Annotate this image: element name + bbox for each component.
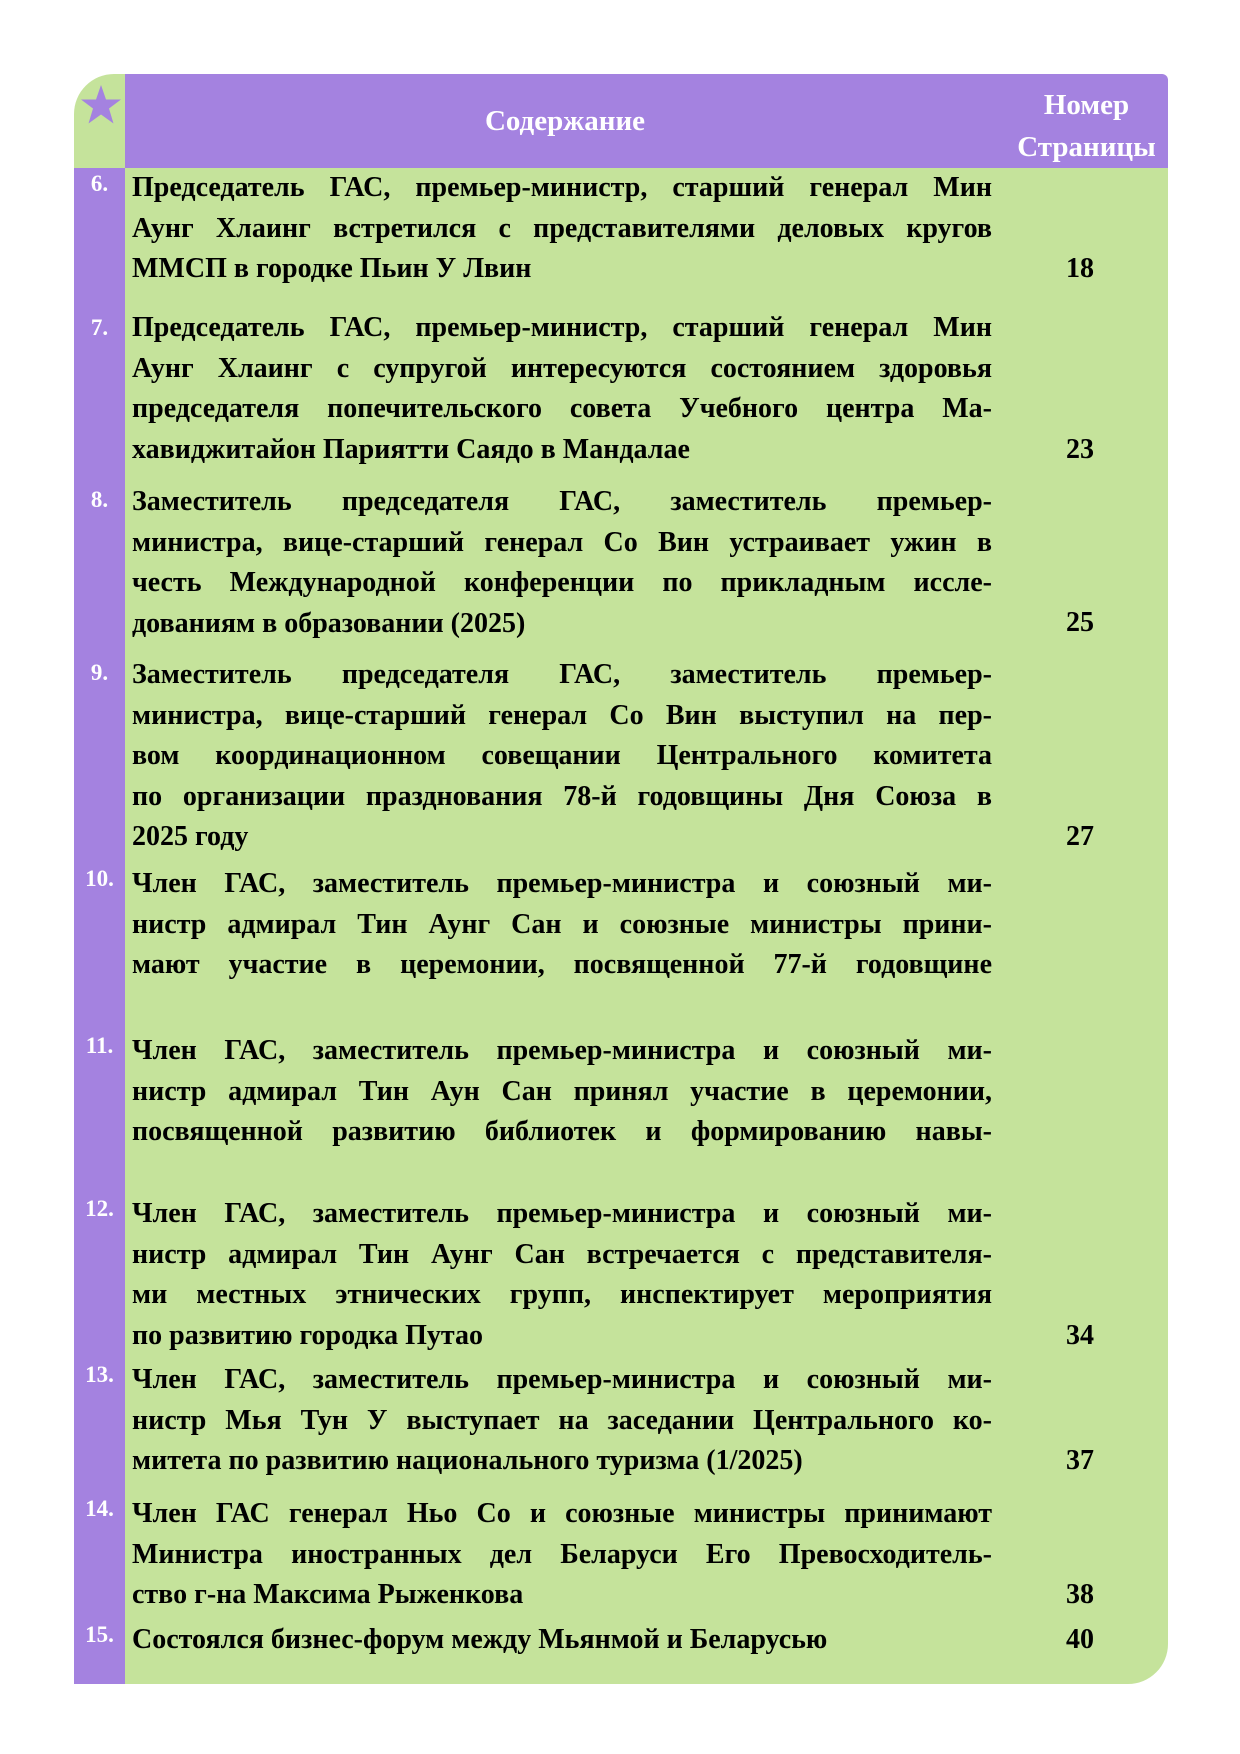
toc-entry-title[interactable] bbox=[132, 864, 992, 986]
entry-line: дованиям в образовании (2025) bbox=[132, 607, 526, 639]
entry-line: Министра иностранных дел Беларуси Его Превосходитель- bbox=[132, 1538, 992, 1570]
toc-header bbox=[125, 74, 1168, 168]
entry-line: Председатель ГАС, премьер-министр, старший генерал Мин bbox=[132, 172, 992, 203]
entry-line: Заместитель председателя ГАС, заместитель премьер- bbox=[132, 486, 992, 517]
entry-line: нистр адмирал Тин Аунг Сан и союзные министры прини- bbox=[132, 908, 992, 940]
entry-line: по организации празднования 78-й годовщины Дня Союза в bbox=[132, 780, 992, 812]
entry-line: 2025 году bbox=[132, 821, 249, 852]
entry-line: Аунг Хлаинг с супругой интересуются состоянием здоровья bbox=[132, 352, 992, 384]
entry-line: нистр адмирал Тин Аунг Сан встречается с представителя- bbox=[132, 1238, 992, 1270]
toc-entry-title[interactable] bbox=[132, 1031, 992, 1153]
header-page-number-label bbox=[1005, 84, 1168, 168]
entry-line: по развитию городка Путао bbox=[132, 1319, 484, 1351]
entry-line: Заместитель председателя ГАС, заместитель премьер- bbox=[132, 659, 992, 690]
entry-line: посвященной развитию библиотек и формированию навы- bbox=[132, 1116, 992, 1147]
toc-entry-title[interactable] bbox=[132, 1494, 992, 1616]
toc-entry-title[interactable] bbox=[132, 1620, 992, 1661]
entry-line: мают участие в церемонии, посвященной 77-й годовщине bbox=[132, 949, 992, 980]
entry-line: Член ГАС, заместитель премьер-министра и союзный ми- bbox=[132, 1364, 992, 1395]
entry-line: Член ГАС генерал Ньо Со и союзные министры принимают bbox=[132, 1498, 992, 1529]
toc-entry-title[interactable] bbox=[132, 482, 992, 644]
page-number: 40 bbox=[1066, 1624, 1094, 1655]
item-number: 13. bbox=[85, 1362, 114, 1387]
entry-line: председателя попечительского совета Учебного центра Ма- bbox=[132, 393, 992, 424]
item-number: 12. bbox=[85, 1196, 114, 1221]
entry-line: Состоялся бизнес-форум между Мьянмой и Беларусью bbox=[132, 1624, 828, 1655]
entry-line: нистр Мья Тун У выступает на заседании Центрального ко- bbox=[132, 1404, 992, 1436]
entry-line: честь Международной конференции по прикладным иссле- bbox=[132, 567, 992, 598]
header-page-line1: Номер bbox=[1043, 89, 1130, 121]
toc-entry-title[interactable] bbox=[132, 308, 992, 470]
entry-line: Член ГАС, заместитель премьер-министра и союзный ми- bbox=[132, 1035, 992, 1066]
page-number: 34 bbox=[1066, 1320, 1094, 1351]
toc-entry-title[interactable] bbox=[132, 168, 992, 290]
entry-line: ми местных этнических групп, инспектирует мероприятия bbox=[132, 1279, 992, 1310]
entry-line: митета по развитию национального туризма (1/2025) bbox=[132, 1445, 803, 1476]
entry-line: ство г-на Максима Рыженкова bbox=[132, 1579, 524, 1610]
entry-line: Председатель ГАС, премьер-министр, старший генерал Мин bbox=[132, 312, 992, 343]
item-number: 11. bbox=[85, 1033, 114, 1058]
star-icon bbox=[80, 84, 122, 126]
header-page-line2: Страницы bbox=[1017, 131, 1156, 163]
item-number: 7. bbox=[90, 315, 109, 340]
entry-line: Член ГАС, заместитель премьер-министра и союзный ми- bbox=[132, 1198, 992, 1229]
item-number: 8. bbox=[90, 487, 109, 512]
item-number: 6. bbox=[90, 171, 109, 196]
entry-line: министра, вице-старший генерал Со Вин выступил на пер- bbox=[132, 699, 992, 731]
item-number: 14. bbox=[85, 1496, 114, 1521]
page-number: 23 bbox=[1066, 434, 1094, 465]
toc-entry-title[interactable] bbox=[132, 1194, 992, 1356]
item-number: 10. bbox=[85, 866, 114, 891]
page-number: 27 bbox=[1066, 821, 1094, 852]
number-column bbox=[74, 168, 125, 1684]
page-number: 25 bbox=[1066, 607, 1094, 638]
entry-line: нистр адмирал Тин Аун Сан принял участие в церемонии, bbox=[132, 1075, 992, 1107]
toc-entry-title[interactable] bbox=[132, 655, 992, 858]
entry-line: Член ГАС, заместитель премьер-министра и союзный ми- bbox=[132, 868, 992, 899]
entry-line: ММСП в городке Пьин У Лвин bbox=[132, 253, 532, 284]
header-title: Содержание bbox=[484, 104, 646, 137]
page-number: 37 bbox=[1066, 1445, 1094, 1476]
entry-line: хавиджитайон Париятти Саядо в Мандалае bbox=[132, 433, 690, 465]
page-number: 38 bbox=[1066, 1579, 1094, 1610]
item-number: 9. bbox=[90, 660, 109, 685]
item-number: 15. bbox=[85, 1622, 114, 1647]
entry-line: министра, вице-старший генерал Со Вин устраивает ужин в bbox=[132, 526, 992, 558]
entry-line: Аунг Хлаинг встретился с представителями деловых кругов bbox=[132, 212, 992, 244]
toc-entry-title[interactable] bbox=[132, 1360, 992, 1482]
entry-line: вом координационном совещании Центрального комитета bbox=[132, 740, 992, 771]
page-number: 18 bbox=[1066, 253, 1094, 284]
